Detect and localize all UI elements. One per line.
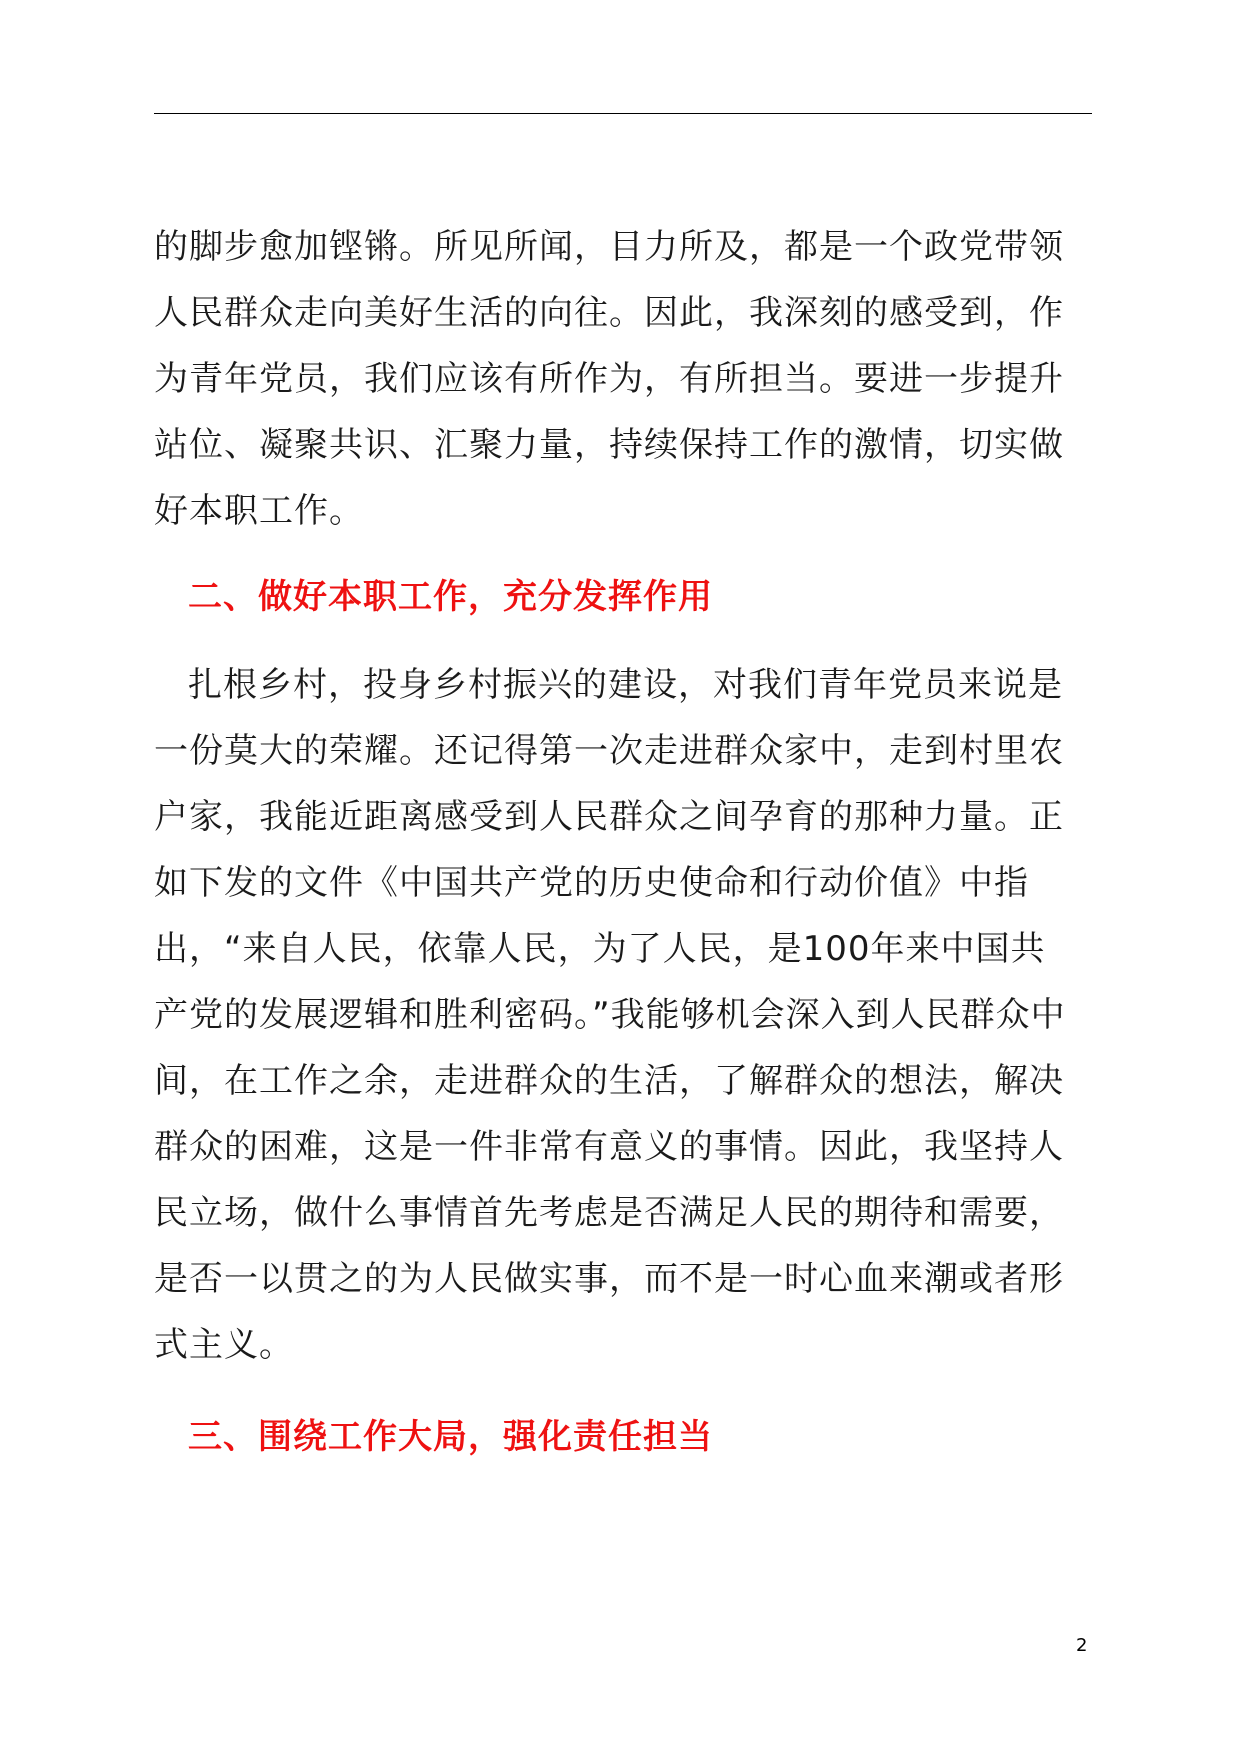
section-heading-2: 二、做好本职工作，充分发挥作用 [188,577,713,617]
header-rule [154,113,1092,114]
section-heading-3: 三、围绕工作大局，强化责任担当 [188,1417,713,1457]
document-body [154,214,1074,1470]
paragraph-section-2: 扎根乡村，投身乡村振兴的建设，对我们青年党员来说是一份莫大的荣耀。还记得第一次走进群众家中，走到村里农户家，我能近距离感受到人民群众之间孕育的那种力量。正如下发的文件《中国共产党的历史使命和行动价值》中指出，“来自人民，依靠人民，为了人民，是100年来中国共产党的发展逻辑和胜利密码。”我能够机会深入到人民群众中间，在工作之余，走进群众的生活，了解群众的想法，解决群众的困难，这是一件非常有意义的事情。因此，我坚持人民立场，做什么事情首先考虑是否满足人民的期待和需要，是否一以贯之的为人民做实事，而不是一时心血来潮或者形式主义。 [154,665,1066,1365]
paragraph-continuation: 的脚步愈加铿锵。所见所闻，目力所及，都是一个政党带领人民群众走向美好生活的向往。因此，我深刻的感受到，作为青年党员，我们应该有所作为，有所担当。要进一步提升站位、凝聚共识、汇聚力量，持续保持工作的激情，切实做好本职工作。 [154,227,1064,531]
page-number: 2 [1076,1635,1088,1656]
